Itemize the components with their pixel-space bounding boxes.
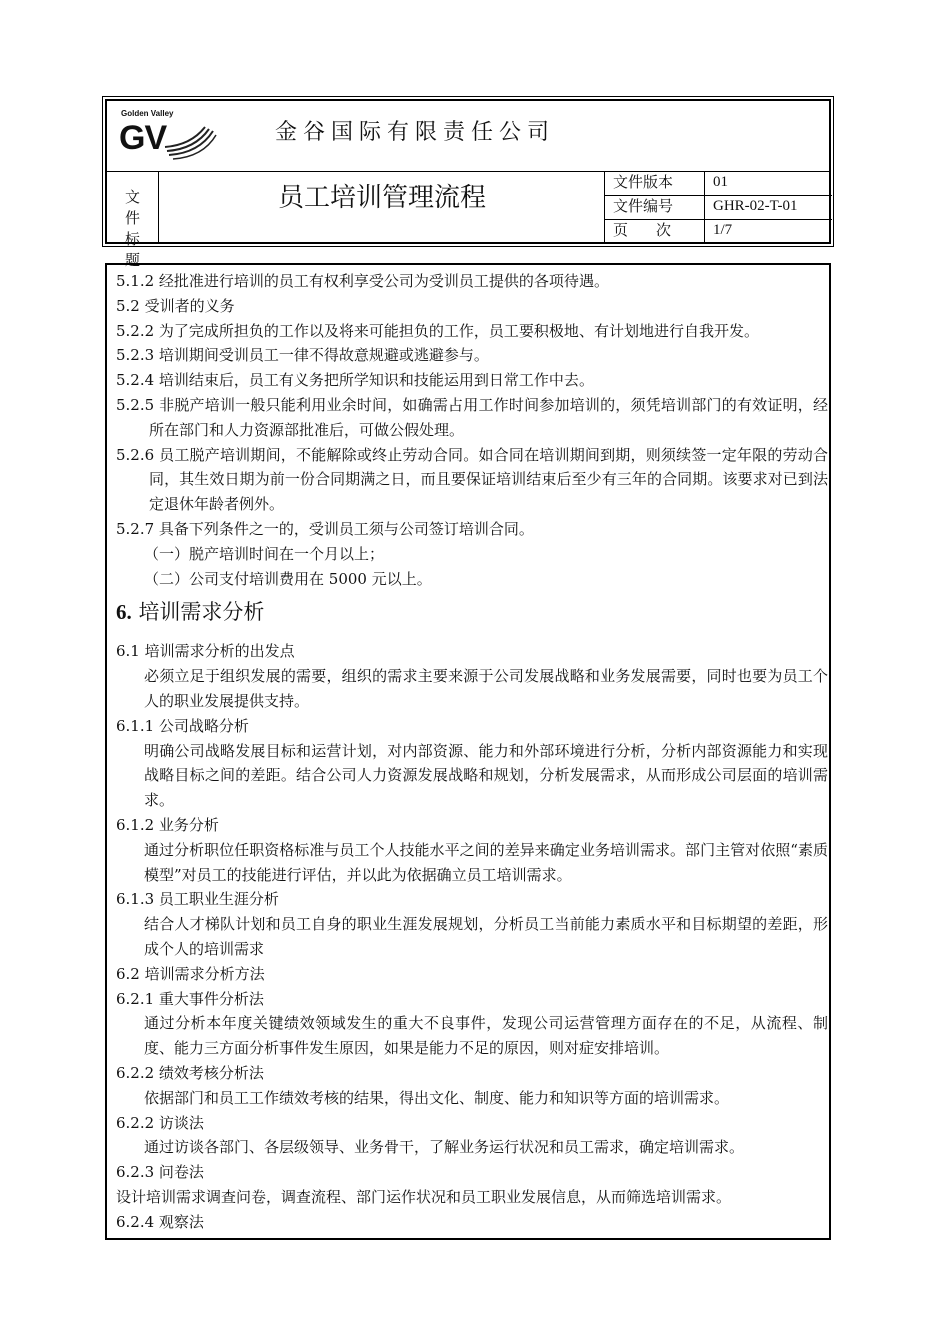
meta-code-key: 文件编号 (605, 195, 705, 219)
doc-label: 文件标题 (107, 171, 159, 244)
subheading: 6.2.3 问卷法 (116, 1163, 204, 1182)
document-body (105, 263, 831, 1240)
list-item: （一）脱产培训时间在一个月以上； (144, 544, 385, 563)
paragraph: 结合人才梯队计划和员工自身的职业生涯发展规划，分析员工当前能力素质水平和目标期望的差距，形成个人的培训需求 (144, 915, 828, 958)
meta-version-value: 01 (713, 174, 728, 190)
meta-page-row (605, 219, 832, 243)
list-item: （二）公司支付培训费用在 5000 元以上。 (144, 569, 432, 588)
paragraph: 明确公司战略发展目标和运营计划，对内部资源、能力和外部环境进行分析，分析内部资源能力和实现战略目标之间的差距。结合公司人力资源发展战略和规划，分析发展需求，从而形成公司层面的培训需求。 (144, 741, 828, 810)
paragraph: 依据部门和员工工作绩效考核的结果，得出文化、制度、能力和知识等方面的培训需求。 (144, 1088, 730, 1107)
document-header (105, 99, 831, 269)
paragraph: 通过分析本年度关键绩效领域发生的重大不良事件，发现公司运营管理方面存在的不足，从流程、制度、能力三方面分析事件发生原因，如果是能力不足的原因，则对症安排培训。 (144, 1014, 828, 1058)
meta-version-row (605, 171, 832, 196)
meta-code-value: GHR-02-T-01 (713, 198, 798, 214)
subheading: 6.1 培训需求分析的出发点 (116, 642, 295, 661)
header-top-row (107, 101, 829, 172)
doc-meta-table (604, 171, 832, 244)
paragraph: 5.2.2 为了完成所担负的工作以及将来可能担负的工作，员工要积极地、有计划地进行自我开发。 (116, 321, 759, 340)
paragraph: 5.2.3 培训期间受训员工一律不得故意规避或逃避参与。 (116, 346, 489, 365)
paragraph: 设计培训需求调查问卷，调查流程、部门运作状况和员工职业发展信息，从而筛选培训需求。 (116, 1187, 732, 1206)
section-title: 培训需求分析 (138, 600, 265, 625)
subheading: 6.2.2 绩效考核分析法 (116, 1063, 264, 1082)
section-heading (116, 595, 828, 629)
subheading: 6.2 培训需求分析方法 (116, 964, 265, 983)
doc-title: 员工培训管理流程 (277, 183, 486, 213)
company-logo (117, 107, 237, 165)
logo-mark: GV (119, 119, 167, 157)
paragraph: 通过分析职位任职资格标准与员工个人技能水平之间的差异来确定业务培训需求。部门主管对依照“素质模型”对员工的技能进行评估，并以此为依据确立员工培训需求。 (144, 840, 828, 884)
paragraph: 5.2.4 培训结束后，员工有义务把所学知识和技能运用到日常工作中去。 (116, 371, 594, 390)
paragraph: 必须立足于组织发展的需要，组织的需求主要来源于公司发展战略和业务发展需要，同时也要为员工个人的职业发展提供支持。 (144, 667, 828, 710)
subheading: 6.2.1 重大事件分析法 (116, 989, 264, 1008)
meta-code-row (605, 195, 832, 220)
subheading: 6.1.1 公司战略分析 (116, 716, 249, 735)
paragraph: 通过访谈各部门、各层级领导、业务骨干，了解业务运行状况和员工需求，确定培训需求。 (144, 1138, 745, 1157)
paragraph: 5.2.5 非脱产培训一般只能利用业余时间，如确需占用工作时间参加培训的，须凭培训部门的有效证明，经所在部门和人力资源部批准后，可做公假处理。 (116, 395, 828, 439)
header-title-row (107, 171, 829, 269)
subheading: 6.2.4 观察法 (116, 1212, 204, 1231)
subheading: 6.1.3 员工职业生涯分析 (116, 890, 279, 909)
paragraph: 5.1.2 经批准进行培训的员工有权利享受公司为受训员工提供的各项待遇。 (116, 272, 609, 290)
paragraph: 5.2.6 员工脱产培训期间，不能解除或终止劳动合同。如合同在培训期间到期，则须续签一定年限的劳动合同，其生效日期为前一份合同期满之日，而且要保证培训结束后至少有三年的合同期。该要求对已到法定退休年龄者例外。 (116, 445, 828, 514)
meta-page-key: 页次 (605, 219, 705, 243)
logo-swoosh-icon (161, 113, 217, 163)
paragraph: 5.2.7 具备下列条件之一的，受训员工须与公司签订培训合同。 (116, 519, 534, 538)
subheading: 6.1.2 业务分析 (116, 815, 219, 834)
logo-brand-text: Golden Valley (121, 109, 174, 118)
body-text (116, 269, 828, 1234)
meta-version-key: 文件版本 (605, 171, 705, 195)
subheading: 6.2.2 访谈法 (116, 1113, 204, 1132)
meta-page-value: 1/7 (713, 222, 733, 238)
company-name: 金谷国际有限责任公司 (275, 120, 556, 145)
section-number: 6. (116, 600, 132, 625)
subheading: 5.2 受训者的义务 (116, 296, 235, 315)
